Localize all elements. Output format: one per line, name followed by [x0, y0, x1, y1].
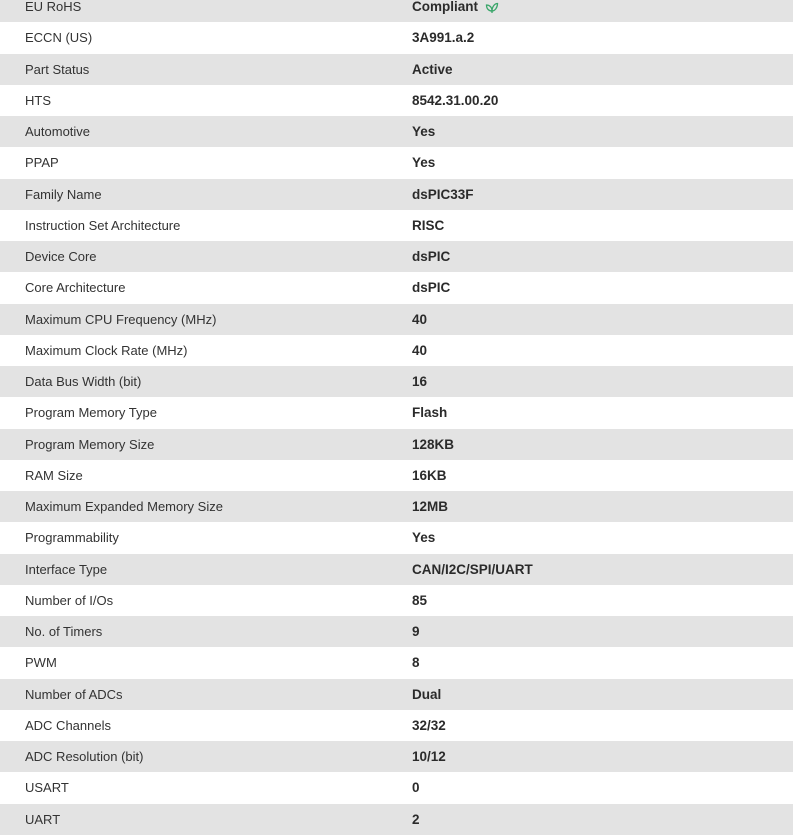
spec-value: 85	[412, 592, 428, 608]
spec-value-cell	[388, 0, 793, 14]
spec-label: ADC Resolution (bit)	[25, 749, 144, 765]
spec-label: HTS	[25, 92, 51, 108]
spec-row	[0, 85, 793, 116]
spec-row	[0, 0, 793, 22]
spec-label: PPAP	[25, 155, 59, 171]
spec-value-cell	[388, 687, 793, 702]
spec-label: Instruction Set Architecture	[25, 217, 181, 233]
spec-row	[0, 616, 793, 647]
spec-value-cell	[388, 218, 793, 233]
spec-label: EU RoHS	[25, 0, 82, 15]
spec-label: Maximum Clock Rate (MHz)	[25, 342, 188, 358]
spec-label: Number of I/Os	[25, 592, 114, 608]
spec-row	[0, 210, 793, 241]
spec-value: 2	[412, 811, 420, 827]
spec-row	[0, 429, 793, 460]
spec-row	[0, 335, 793, 366]
spec-row	[0, 679, 793, 710]
spec-row	[0, 772, 793, 803]
spec-value-cell	[388, 280, 793, 295]
spec-row	[0, 741, 793, 772]
spec-label: Program Memory Size	[25, 436, 155, 452]
spec-value-cell	[388, 405, 793, 420]
spec-value: 8542.31.00.20	[412, 92, 499, 108]
spec-row	[0, 179, 793, 210]
spec-value: Dual	[412, 686, 442, 702]
spec-label: Data Bus Width (bit)	[25, 374, 142, 390]
rohs-leaf-icon	[485, 1, 499, 13]
spec-row	[0, 491, 793, 522]
spec-row	[0, 585, 793, 616]
spec-value-cell	[388, 187, 793, 202]
spec-row	[0, 116, 793, 147]
spec-label: Maximum CPU Frequency (MHz)	[25, 311, 217, 327]
spec-value: 40	[412, 311, 428, 327]
spec-value-cell	[388, 437, 793, 452]
spec-value: 16	[412, 374, 428, 390]
spec-row	[0, 460, 793, 491]
spec-value-cell	[388, 749, 793, 764]
spec-value: 3A991.a.2	[412, 30, 475, 46]
spec-value-cell	[388, 374, 793, 389]
spec-value: 40	[412, 342, 428, 358]
spec-label: Automotive	[25, 124, 91, 140]
spec-label: Program Memory Type	[25, 405, 157, 421]
spec-label: Family Name	[25, 186, 102, 202]
spec-value: dsPIC	[412, 280, 451, 296]
spec-value: 16KB	[412, 467, 447, 483]
spec-value-cell	[388, 155, 793, 170]
spec-row	[0, 304, 793, 335]
spec-value: 32/32	[412, 717, 446, 733]
spec-value-cell	[388, 624, 793, 639]
spec-row	[0, 147, 793, 178]
spec-value: dsPIC33F	[412, 186, 474, 202]
spec-value-cell	[388, 30, 793, 45]
spec-label: No. of Timers	[25, 624, 103, 640]
spec-value-cell	[388, 468, 793, 483]
spec-row	[0, 272, 793, 303]
spec-value: CAN/I2C/SPI/UART	[412, 561, 533, 577]
spec-value: dsPIC	[412, 249, 451, 265]
spec-label: ADC Channels	[25, 717, 111, 733]
spec-row	[0, 804, 793, 835]
spec-value: 10/12	[412, 749, 446, 765]
spec-value-cell	[388, 343, 793, 358]
spec-row	[0, 54, 793, 85]
spec-value: Flash	[412, 405, 448, 421]
spec-label: UART	[25, 811, 61, 827]
spec-row	[0, 366, 793, 397]
spec-row	[0, 22, 793, 53]
spec-label: RAM Size	[25, 467, 83, 483]
spec-value-cell	[388, 499, 793, 514]
spec-label: Device Core	[25, 249, 97, 265]
spec-value-cell	[388, 312, 793, 327]
spec-value: 0	[412, 780, 420, 796]
spec-label: PWM	[25, 655, 57, 671]
spec-value-cell	[388, 718, 793, 733]
spec-row	[0, 397, 793, 428]
spec-label: ECCN (US)	[25, 30, 93, 46]
spec-label: Interface Type	[25, 561, 108, 577]
spec-value-cell	[388, 562, 793, 577]
spec-value: Yes	[412, 530, 436, 546]
spec-value-cell	[388, 62, 793, 77]
spec-value-cell	[388, 812, 793, 827]
spec-value-cell	[388, 780, 793, 795]
spec-value: Active	[412, 61, 453, 77]
spec-value-cell	[388, 655, 793, 670]
spec-label: Part Status	[25, 61, 90, 77]
spec-value-cell	[388, 593, 793, 608]
spec-label: Maximum Expanded Memory Size	[25, 499, 223, 515]
spec-row	[0, 710, 793, 741]
spec-value: 8	[412, 655, 420, 671]
spec-value: RISC	[412, 217, 445, 233]
spec-value: Yes	[412, 155, 436, 171]
spec-value: 128KB	[412, 436, 455, 452]
spec-value-cell	[388, 249, 793, 264]
spec-value-cell	[388, 124, 793, 139]
spec-value-cell	[388, 93, 793, 108]
spec-value: 12MB	[412, 499, 449, 515]
spec-value-cell	[388, 530, 793, 545]
spec-row	[0, 554, 793, 585]
spec-value: Compliant	[412, 0, 478, 15]
spec-value: Yes	[412, 124, 436, 140]
spec-row	[0, 241, 793, 272]
spec-row	[0, 647, 793, 678]
spec-value: 9	[412, 624, 420, 640]
spec-label: Core Architecture	[25, 280, 126, 296]
spec-label: USART	[25, 780, 69, 796]
spec-label: Programmability	[25, 530, 119, 546]
spec-label: Number of ADCs	[25, 686, 123, 702]
spec-row	[0, 522, 793, 553]
